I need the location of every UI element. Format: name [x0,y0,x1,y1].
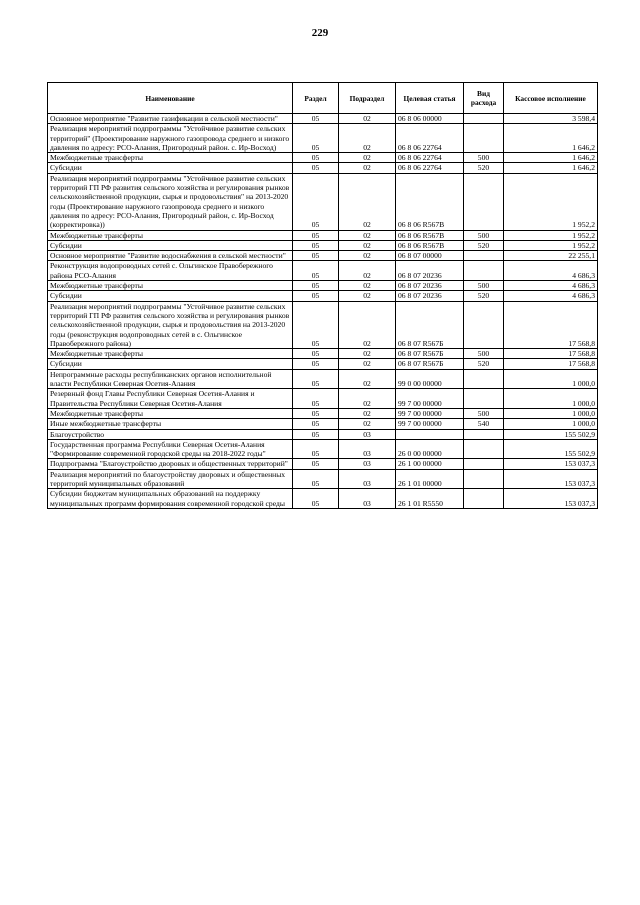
cell-target: 06 8 06 R567B [396,173,464,230]
cell-subsection: 02 [339,230,396,240]
cell-kind [464,389,504,409]
cell-kind: 520 [464,359,504,369]
cell-section: 05 [293,349,339,359]
cell-target: 99 7 00 00000 [396,419,464,429]
cell-amount: 1 000,0 [504,389,598,409]
header-subsection: Подраздел [339,83,396,114]
cell-subsection: 03 [339,439,396,459]
table-row [48,429,598,439]
cell-name: Субсидии [48,291,293,301]
cell-kind [464,429,504,439]
table-header-row [48,83,598,114]
cell-subsection: 02 [339,419,396,429]
cell-kind [464,369,504,389]
cell-amount: 153 037,3 [504,489,598,509]
table-row [48,439,598,459]
table-row [48,459,598,469]
cell-amount: 4 686,3 [504,291,598,301]
cell-kind: 520 [464,240,504,250]
cell-amount: 155 502,9 [504,429,598,439]
cell-kind: 500 [464,230,504,240]
cell-kind [464,251,504,261]
cell-target: 06 8 06 R567B [396,240,464,250]
cell-amount: 1 952,2 [504,230,598,240]
cell-name: Межбюджетные трансферты [48,408,293,418]
cell-kind: 540 [464,419,504,429]
cell-section: 05 [293,429,339,439]
page-number: 229 [311,27,329,39]
cell-target: 06 8 07 R567Б [396,359,464,369]
cell-section: 05 [293,173,339,230]
cell-amount: 17 568,8 [504,301,598,348]
cell-subsection: 02 [339,389,396,409]
table-row [48,349,598,359]
cell-section: 05 [293,281,339,291]
cell-amount: 1 952,2 [504,173,598,230]
cell-name: Межбюджетные трансферты [48,153,293,163]
cell-kind [464,489,504,509]
cell-amount: 1 952,2 [504,240,598,250]
cell-amount: 4 686,3 [504,281,598,291]
table-row [48,240,598,250]
cell-amount: 3 598,4 [504,114,598,124]
cell-amount: 1 646,2 [504,163,598,173]
cell-section: 05 [293,369,339,389]
table-row [48,163,598,173]
table-row [48,261,598,281]
cell-kind [464,173,504,230]
cell-section: 05 [293,124,339,153]
cell-subsection: 03 [339,459,396,469]
cell-target: 06 8 06 22764 [396,163,464,173]
cell-subsection: 02 [339,349,396,359]
cell-subsection: 02 [339,153,396,163]
cell-section: 05 [293,459,339,469]
table-row [48,301,598,348]
table-row [48,369,598,389]
cell-section: 05 [293,301,339,348]
cell-target: 06 8 07 00000 [396,251,464,261]
cell-section: 05 [293,489,339,509]
cell-name: Субсидии [48,240,293,250]
table-row [48,489,598,509]
cell-target: 06 8 06 22764 [396,153,464,163]
table-row [48,408,598,418]
cell-subsection: 02 [339,408,396,418]
cell-target [396,429,464,439]
cell-name: Благоустройство [48,429,293,439]
table-row [48,124,598,153]
cell-kind: 500 [464,408,504,418]
header-target: Целевая статья [396,83,464,114]
cell-kind [464,114,504,124]
cell-subsection: 02 [339,251,396,261]
header-amount: Кассовое исполнение [504,83,598,114]
cell-target: 26 1 00 00000 [396,459,464,469]
table-row [48,291,598,301]
cell-name: Подпрограмма "Благоустройство дворовых и общественных территорий" [48,459,293,469]
cell-kind: 520 [464,163,504,173]
cell-amount: 153 037,3 [504,459,598,469]
cell-section: 05 [293,469,339,489]
cell-target: 06 8 07 R567Б [396,301,464,348]
cell-kind: 500 [464,349,504,359]
cell-section: 05 [293,359,339,369]
cell-section: 05 [293,240,339,250]
cell-name: Основное мероприятие "Развитие водоснабжения в сельской местности" [48,251,293,261]
cell-kind [464,469,504,489]
cell-amount: 1 646,2 [504,153,598,163]
cell-subsection: 03 [339,469,396,489]
cell-target: 06 8 07 R567Б [396,349,464,359]
cell-amount: 153 037,3 [504,469,598,489]
cell-subsection: 02 [339,281,396,291]
cell-name: Непрограммные расходы республиканских органов исполнительной власти Республики Северная Осетия-Алания [48,369,293,389]
cell-name: Межбюджетные трансферты [48,281,293,291]
cell-subsection: 02 [339,114,396,124]
budget-table [47,82,598,509]
cell-section: 05 [293,439,339,459]
cell-target: 99 7 00 00000 [396,408,464,418]
cell-kind: 520 [464,291,504,301]
cell-subsection: 02 [339,369,396,389]
cell-target: 26 0 00 00000 [396,439,464,459]
cell-kind [464,261,504,281]
cell-name: Государственная программа Республики Северная Осетия-Алания "Формирование современной городской среды на 2018-2022 годы" [48,439,293,459]
cell-subsection: 02 [339,261,396,281]
cell-name: Субсидии [48,359,293,369]
cell-name: Межбюджетные трансферты [48,230,293,240]
cell-amount: 17 568,8 [504,349,598,359]
cell-target: 06 8 07 20236 [396,261,464,281]
cell-section: 05 [293,230,339,240]
cell-section: 05 [293,291,339,301]
cell-name: Резервный фонд Главы Республики Северная Осетия-Алания и Правительства Республики Северная Осетия-Алания [48,389,293,409]
cell-target: 06 8 07 20236 [396,281,464,291]
cell-name: Реализация мероприятий по благоустройству дворовых и общественных территорий муниципальных образований [48,469,293,489]
cell-kind [464,124,504,153]
cell-subsection: 02 [339,240,396,250]
cell-section: 05 [293,261,339,281]
cell-name: Межбюджетные трансферты [48,349,293,359]
cell-target: 26 1 01 R5550 [396,489,464,509]
cell-subsection: 03 [339,429,396,439]
cell-name: Иные межбюджетные трансферты [48,419,293,429]
cell-amount: 1 000,0 [504,369,598,389]
cell-kind: 500 [464,281,504,291]
cell-target: 06 8 07 20236 [396,291,464,301]
header-kind: Вид расхода [464,83,504,114]
cell-name: Субсидии бюджетам муниципальных образований на поддержку муниципальных программ формирования современной городской среды [48,489,293,509]
cell-section: 05 [293,163,339,173]
table-row [48,153,598,163]
cell-section: 05 [293,153,339,163]
table-row [48,419,598,429]
cell-amount: 155 502,9 [504,439,598,459]
table-row [48,173,598,230]
cell-kind: 500 [464,153,504,163]
cell-target: 06 8 06 22764 [396,124,464,153]
cell-amount: 1 000,0 [504,419,598,429]
cell-subsection: 03 [339,489,396,509]
cell-target: 99 7 00 00000 [396,389,464,409]
cell-name: Реконструкция водопроводных сетей с. Ольгинское Правобережного района РСО-Алания [48,261,293,281]
cell-amount: 1 646,2 [504,124,598,153]
cell-amount: 22 255,1 [504,251,598,261]
cell-subsection: 02 [339,359,396,369]
table-row [48,281,598,291]
cell-section: 05 [293,389,339,409]
cell-amount: 1 000,0 [504,408,598,418]
table-body [48,114,598,509]
header-section: Раздел [293,83,339,114]
table-row [48,389,598,409]
header-name: Наименование [48,83,293,114]
cell-target: 26 1 01 00000 [396,469,464,489]
cell-subsection: 02 [339,291,396,301]
cell-name: Реализация мероприятий подпрограммы "Устойчивое развитие сельских территорий ГП РФ развития сельского хозяйства и регулирования рынков сельскохозяйственной продукции, сырья и продовольствия на 2013-2020 годы (реконструкция водопроводных сетей в с. Ольгинское Правобережного района) [48,301,293,348]
cell-amount: 4 686,3 [504,261,598,281]
table-row [48,251,598,261]
table-row [48,469,598,489]
cell-target: 99 0 00 00000 [396,369,464,389]
table-row [48,114,598,124]
cell-amount: 17 568,8 [504,359,598,369]
cell-name: Реализация мероприятий подпрограммы "Устойчивое развитие сельских территорий ГП РФ развития сельского хозяйства и регулирования рынков сельскохозяйственной продукции, сырья и продовольствия" на 2013-2020 годы (Проектирование наружного газопровода среднего и низкого давления по адресу: РСО-Алания, Пригородный район, с. Ир-Восход (корректировка)) [48,173,293,230]
cell-subsection: 02 [339,124,396,153]
cell-section: 05 [293,419,339,429]
cell-section: 05 [293,408,339,418]
cell-name: Основное мероприятие "Развитие газификации в сельской местности" [48,114,293,124]
cell-name: Субсидии [48,163,293,173]
cell-section: 05 [293,251,339,261]
cell-section: 05 [293,114,339,124]
cell-name: Реализация мероприятий подпрограммы "Устойчивое развитие сельских территорий" (Проектирование наружного газопровода среднего и низкого давления по адресу: РСО-Алания, Пригородный район. с. Ир-Восход) [48,124,293,153]
table-row [48,359,598,369]
cell-subsection: 02 [339,173,396,230]
cell-subsection: 02 [339,301,396,348]
cell-kind [464,439,504,459]
cell-target: 06 8 06 R567B [396,230,464,240]
table-row [48,230,598,240]
cell-target: 06 8 06 00000 [396,114,464,124]
cell-kind [464,301,504,348]
cell-subsection: 02 [339,163,396,173]
cell-kind [464,459,504,469]
